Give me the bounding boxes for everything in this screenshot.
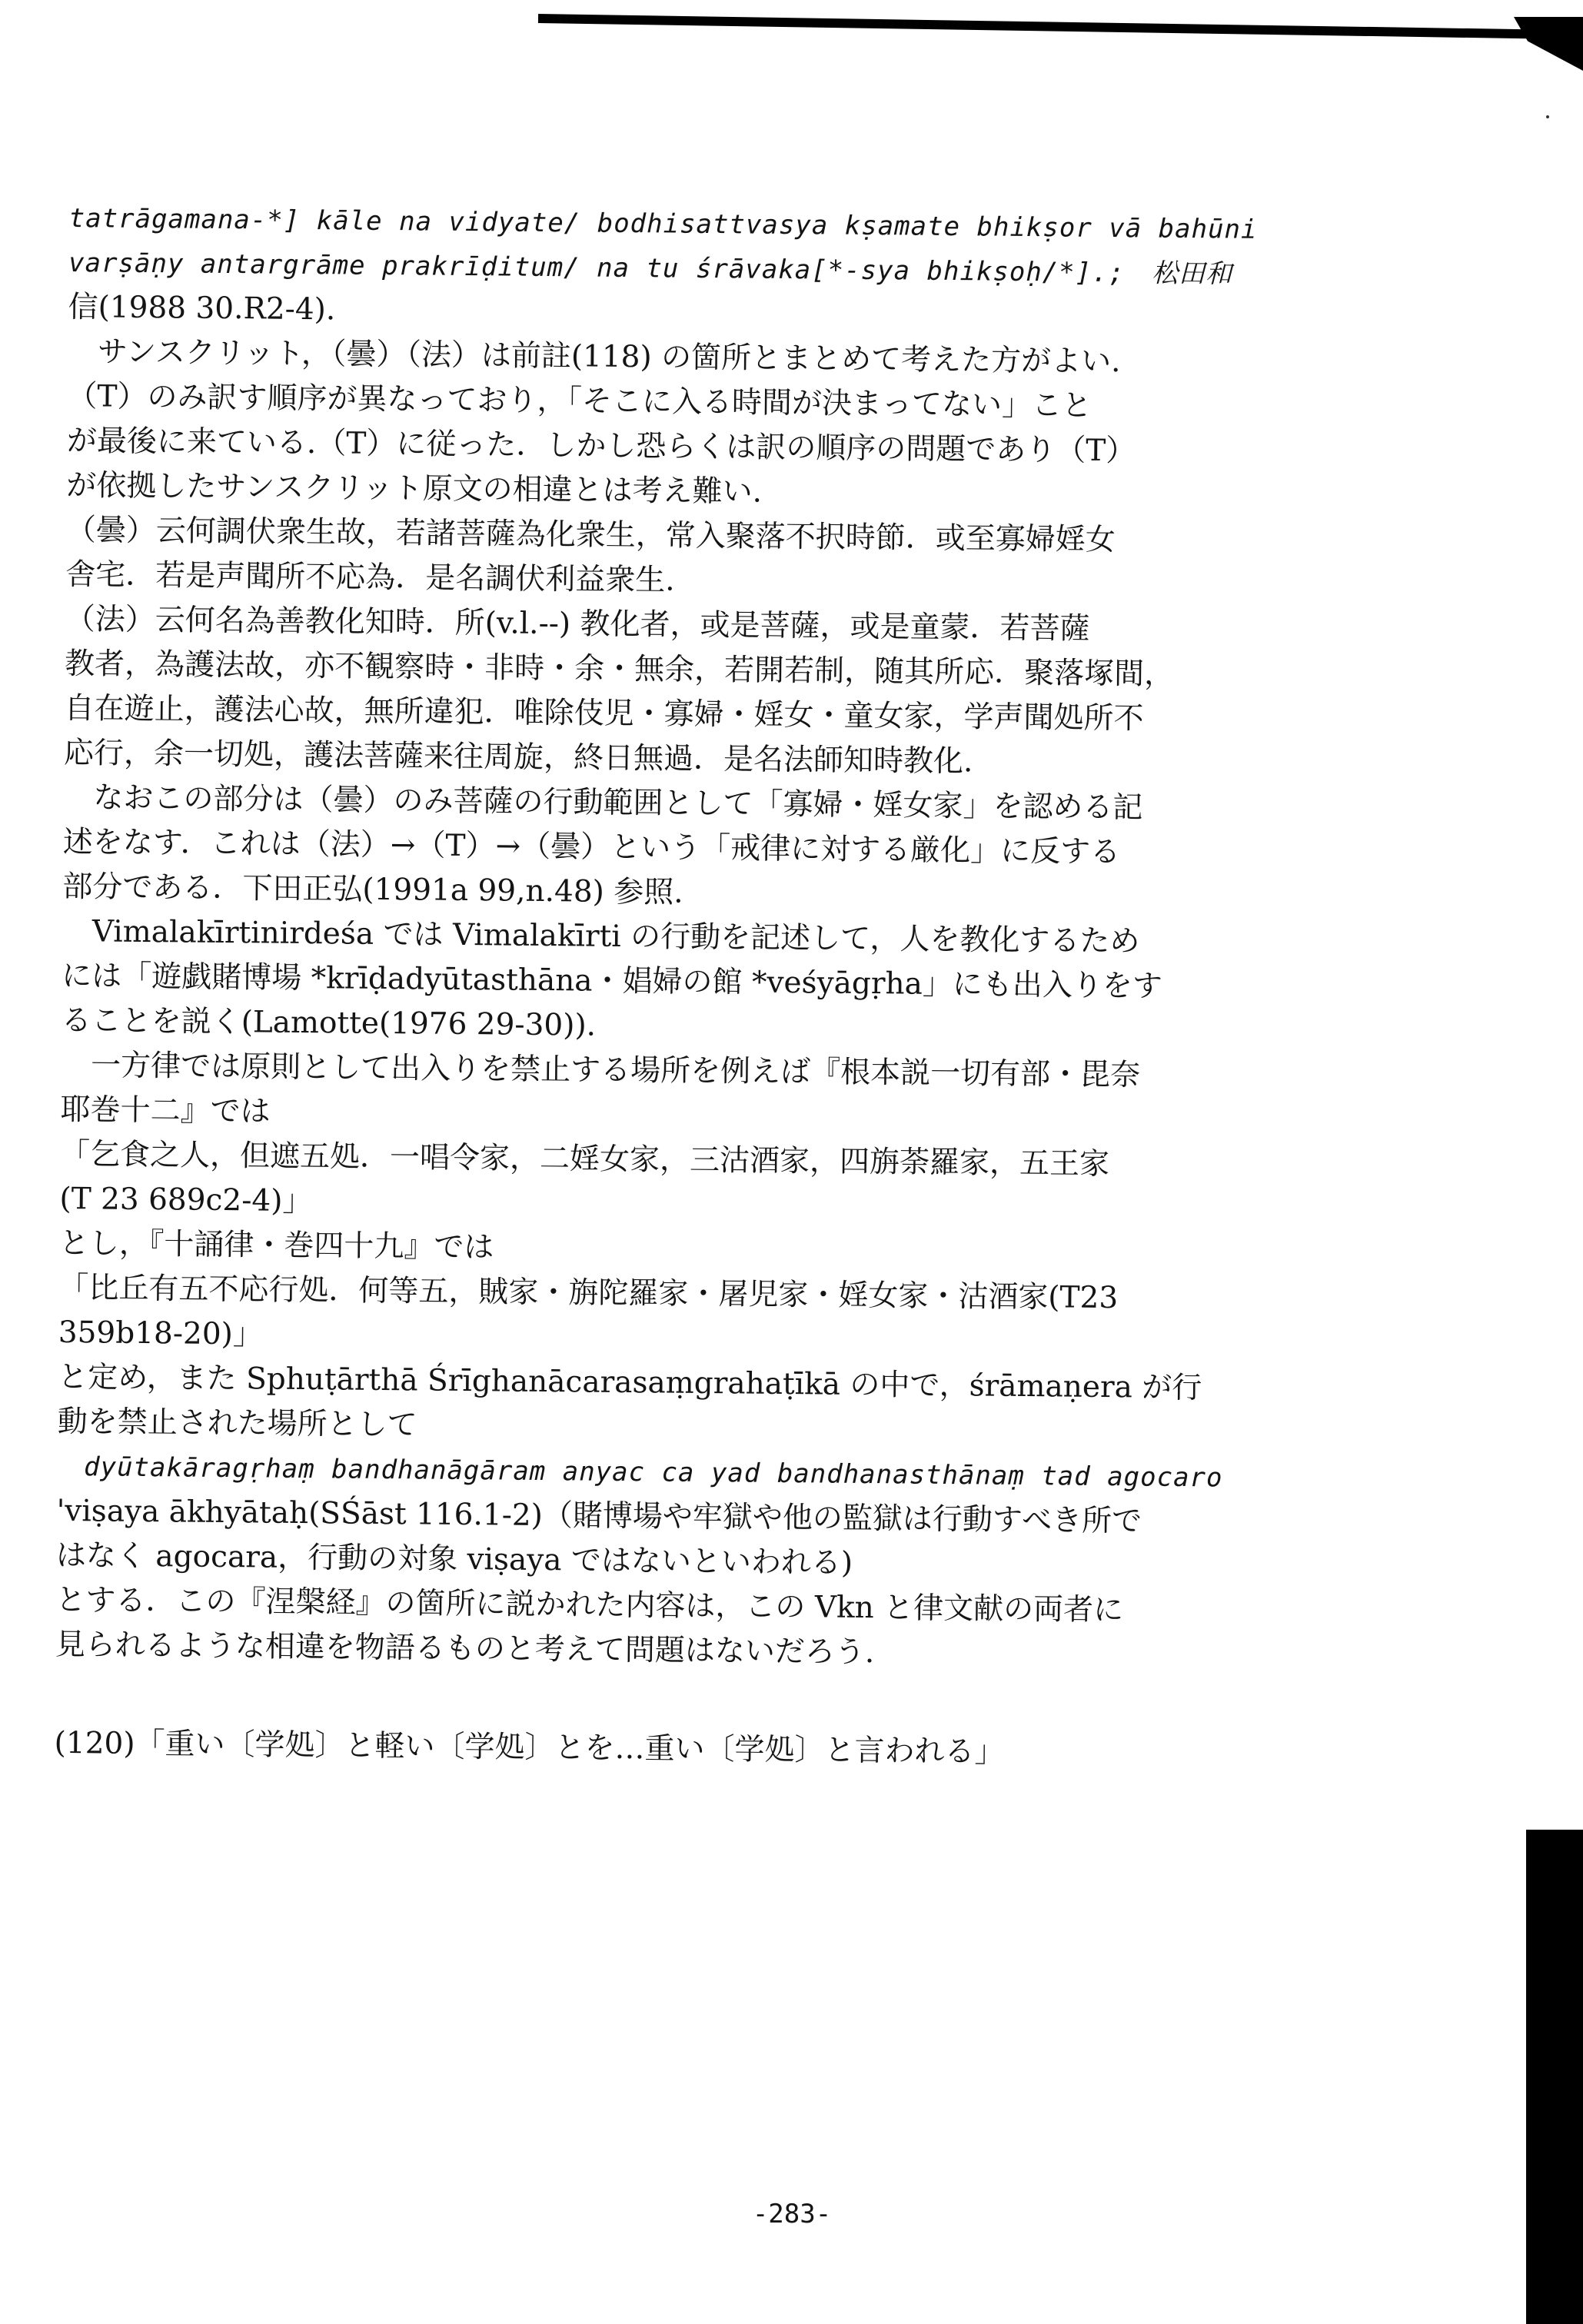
text-line: 自在遊止，護法心故，無所違犯．唯除伎児・寡婦・婬女・童女家，学声聞処所不 bbox=[64, 690, 1144, 736]
text-line: varṣāṇy antargrāme prakrīḍitum/ na tu śrāvaka[*-sya bhikṣoḥ/*].; 松田和 bbox=[68, 247, 1233, 290]
text-line: とし，『十誦律・巻四十九』では bbox=[58, 1225, 494, 1265]
scan-edge-right bbox=[1526, 1830, 1583, 2324]
text-line: Vimalakīrtinirdeśa では Vimalakīrti の行動を記述して，人を教化するため bbox=[62, 913, 1140, 959]
page-body bbox=[54, 196, 1315, 1777]
text-line: （T）のみ訳す順序が異なっており，「そこに入る時間が決まってない」こと bbox=[67, 378, 1092, 424]
text-line: はなく agocara，行動の対象 viṣaya ではないといわれる) bbox=[55, 1538, 853, 1581]
text-line: dyūtakāragṛhaṃ bandhanāgāram anyac ca yad bandhanasthānaṃ tad agocaro bbox=[56, 1451, 1223, 1494]
text-line: 述をなす．これは（法）→（T）→（曇）という「戒律に対する厳化」に反する bbox=[62, 824, 1121, 870]
text-line: なおこの部分は（曇）のみ菩薩の行動範囲として「寡婦・婬女家」を認める記 bbox=[63, 780, 1143, 826]
text-line: tatrāgamana-*] kāle na vidyate/ bodhisattvasya kṣamate bhikṣor vā bahūni bbox=[68, 202, 1258, 245]
text-line: 舎宅．若是声聞所不応為．是名調伏利益衆生. bbox=[65, 557, 675, 598]
text-line: 359b18-20)」 bbox=[58, 1315, 264, 1352]
text-line: には「遊戯賭博場 *krīḍadyūtasthāna・娼婦の館 *veśyāgṛha」にも出入りをす bbox=[62, 958, 1163, 1004]
text-line: （曇）云何調伏衆生故，若諸菩薩為化衆生，常入聚落不択時節．或至寡婦婬女 bbox=[65, 512, 1116, 558]
scan-corner bbox=[1514, 17, 1583, 71]
text-line: ることを説く(Lamotte(1976 29-30)). bbox=[61, 1002, 597, 1043]
text-line: が依拠したサンスクリット原文の相違とは考え難い. bbox=[66, 467, 763, 510]
footnote-120: (120)「重い〔学処〕と軽い〔学処〕とを…重い〔学処〕と言われる」 bbox=[54, 1725, 1005, 1770]
page-number: -283- bbox=[752, 2199, 832, 2229]
text-line: と定め，また Sphuṭārthā Śrīghanācarasaṃgrahaṭīkā の中で，śrāmaṇera が行 bbox=[58, 1359, 1202, 1406]
text-line: 動を禁止された場所として bbox=[57, 1404, 417, 1443]
text-line: 「比丘有五不応行処．何等五，賊家・旃陀羅家・屠児家・婬女家・沽酒家(T23 bbox=[58, 1270, 1119, 1316]
text-line: 一方律では原則として出入りを禁止する場所を例えば『根本説一切有部・毘奈 bbox=[60, 1047, 1141, 1093]
text-line: 応行，余一切処，護法菩薩来往周旋，終日無過．是名法師知時教化. bbox=[63, 735, 973, 780]
text-line: 耶巻十二』では bbox=[60, 1092, 271, 1129]
text-line: 信(1988 30.R2-4). bbox=[68, 289, 336, 327]
text-line: サンスクリット，（曇）（法）は前註(118) の箇所とまとめて考えた方がよい. bbox=[67, 334, 1121, 380]
text-line: 部分である．下田正弘(1991a 99,n.48) 参照. bbox=[62, 869, 683, 910]
scan-speck bbox=[1546, 115, 1549, 118]
text-line: とする．この『涅槃経』の箇所に説かれた内容は，この Vkn と律文献の両者に bbox=[55, 1582, 1124, 1628]
text-line: （法）云何名為善教化知時．所(v.l.--) 教化者，或是菩薩，或是童蒙．若菩薩 bbox=[65, 601, 1090, 647]
scan-edge-top bbox=[538, 14, 1583, 39]
text-line: 「乞食之人，但遮五処．一唱令家，二婬女家，三沽酒家，四旃荼羅家，五王家 bbox=[59, 1136, 1110, 1182]
text-line: (T 23 689c2-4)」 bbox=[59, 1181, 313, 1219]
text-line: 見られるような相違を物語るものと考えて問題はないだろう. bbox=[55, 1627, 875, 1671]
text-line: 'viṣaya ākhyātaḥ(SŚāst 116.1-2)（賭博場や牢獄や他の監獄は行動すべき所で bbox=[56, 1493, 1142, 1539]
text-line: 教者，為護法故，亦不観察時・非時・余・無余，若開若制，随其所応．聚落塚間， bbox=[64, 646, 1175, 692]
text-line: が最後に来ている.（T）に従った．しかし恐らくは訳の順序の問題であり（T） bbox=[66, 423, 1136, 469]
